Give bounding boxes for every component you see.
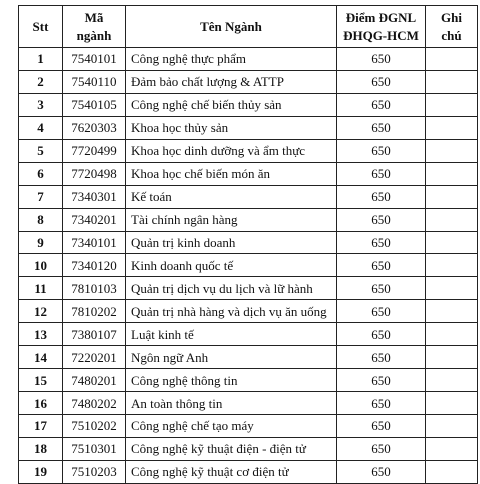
cell-stt: 12 — [19, 300, 63, 323]
cell-code: 7540110 — [63, 70, 126, 93]
cell-note — [426, 231, 478, 254]
cell-score: 650 — [337, 254, 426, 277]
cell-score: 650 — [337, 392, 426, 415]
cell-note — [426, 437, 478, 460]
cell-stt: 9 — [19, 231, 63, 254]
table-row — [19, 460, 478, 483]
table-row — [19, 185, 478, 208]
cell-code: 7480202 — [63, 392, 126, 415]
cell-code: 7480201 — [63, 369, 126, 392]
cell-name: Công nghệ kỹ thuật cơ điện tử — [126, 460, 337, 483]
cell-code: 7720499 — [63, 139, 126, 162]
cell-name: Khoa học dinh dưỡng và ẩm thực — [126, 139, 337, 162]
cell-code: 7540101 — [63, 48, 126, 71]
cell-note — [426, 162, 478, 185]
cell-code: 7340120 — [63, 254, 126, 277]
cell-score: 650 — [337, 415, 426, 438]
table-body — [19, 48, 478, 484]
cell-name: Quản trị kinh doanh — [126, 231, 337, 254]
cell-stt: 6 — [19, 162, 63, 185]
cell-stt: 16 — [19, 392, 63, 415]
cell-name: Kế toán — [126, 185, 337, 208]
cell-stt: 7 — [19, 185, 63, 208]
cell-note — [426, 300, 478, 323]
table-row — [19, 254, 478, 277]
table-row — [19, 392, 478, 415]
cell-score: 650 — [337, 139, 426, 162]
cell-score: 650 — [337, 208, 426, 231]
table-row — [19, 300, 478, 323]
cell-note — [426, 185, 478, 208]
cell-score: 650 — [337, 346, 426, 369]
cell-code: 7380107 — [63, 323, 126, 346]
cell-note — [426, 460, 478, 483]
cell-stt: 2 — [19, 70, 63, 93]
table-row — [19, 93, 478, 116]
cell-code: 7510301 — [63, 437, 126, 460]
table-row — [19, 139, 478, 162]
cell-name: Quản trị nhà hàng và dịch vụ ăn uống — [126, 300, 337, 323]
table-row — [19, 70, 478, 93]
cell-score: 650 — [337, 369, 426, 392]
cell-stt: 14 — [19, 346, 63, 369]
cell-stt: 3 — [19, 93, 63, 116]
cell-stt: 15 — [19, 369, 63, 392]
header-stt: Stt — [19, 6, 63, 48]
table-row — [19, 437, 478, 460]
cell-note — [426, 392, 478, 415]
table-header — [19, 6, 478, 48]
cell-score: 650 — [337, 300, 426, 323]
cell-score: 650 — [337, 185, 426, 208]
cell-name: Luật kinh tế — [126, 323, 337, 346]
table-row — [19, 116, 478, 139]
cell-note — [426, 254, 478, 277]
table-row — [19, 231, 478, 254]
cell-stt: 8 — [19, 208, 63, 231]
cell-name: Công nghệ thông tin — [126, 369, 337, 392]
cell-score: 650 — [337, 162, 426, 185]
header-row — [19, 6, 478, 48]
cell-code: 7810202 — [63, 300, 126, 323]
cell-note — [426, 369, 478, 392]
cell-note — [426, 415, 478, 438]
cell-score: 650 — [337, 437, 426, 460]
cell-code: 7510202 — [63, 415, 126, 438]
cell-score: 650 — [337, 231, 426, 254]
cell-score: 650 — [337, 460, 426, 483]
cell-score: 650 — [337, 48, 426, 71]
cell-note — [426, 48, 478, 71]
cell-name: Kinh doanh quốc tế — [126, 254, 337, 277]
cell-note — [426, 70, 478, 93]
table-row — [19, 277, 478, 300]
cell-code: 7340201 — [63, 208, 126, 231]
header-score: Điểm ĐGNL ĐHQG-HCM — [337, 6, 426, 48]
table-row — [19, 48, 478, 71]
table-row — [19, 369, 478, 392]
cell-stt: 11 — [19, 277, 63, 300]
header-name: Tên Ngành — [126, 6, 337, 48]
cell-note — [426, 346, 478, 369]
cell-stt: 17 — [19, 415, 63, 438]
cell-name: Công nghệ kỹ thuật điện - điện tử — [126, 437, 337, 460]
cell-name: Khoa học thủy sản — [126, 116, 337, 139]
cell-code: 7810103 — [63, 277, 126, 300]
cell-score: 650 — [337, 70, 426, 93]
cell-note — [426, 208, 478, 231]
cell-note — [426, 93, 478, 116]
cell-name: Công nghệ thực phẩm — [126, 48, 337, 71]
cell-name: An toàn thông tin — [126, 392, 337, 415]
document-sheet — [18, 5, 478, 484]
header-note: Ghi chú — [426, 6, 478, 48]
cell-name: Công nghệ chế tạo máy — [126, 415, 337, 438]
table-row — [19, 323, 478, 346]
table-row — [19, 346, 478, 369]
cell-note — [426, 139, 478, 162]
cell-note — [426, 116, 478, 139]
cell-code: 7620303 — [63, 116, 126, 139]
cell-score: 650 — [337, 277, 426, 300]
cell-score: 650 — [337, 116, 426, 139]
header-code: Mã ngành — [63, 6, 126, 48]
cell-note — [426, 277, 478, 300]
cell-code: 7340101 — [63, 231, 126, 254]
table-row — [19, 415, 478, 438]
cell-stt: 19 — [19, 460, 63, 483]
cell-stt: 1 — [19, 48, 63, 71]
cell-name: Ngôn ngữ Anh — [126, 346, 337, 369]
table-row — [19, 162, 478, 185]
cell-stt: 5 — [19, 139, 63, 162]
cell-score: 650 — [337, 93, 426, 116]
cell-note — [426, 323, 478, 346]
cell-stt: 18 — [19, 437, 63, 460]
cell-name: Công nghệ chế biến thủy sản — [126, 93, 337, 116]
table-row — [19, 208, 478, 231]
cell-stt: 4 — [19, 116, 63, 139]
cell-code: 7540105 — [63, 93, 126, 116]
cell-code: 7510203 — [63, 460, 126, 483]
cell-stt: 10 — [19, 254, 63, 277]
cell-name: Đảm bảo chất lượng & ATTP — [126, 70, 337, 93]
cell-score: 650 — [337, 323, 426, 346]
cell-name: Khoa học chế biến món ăn — [126, 162, 337, 185]
cell-stt: 13 — [19, 323, 63, 346]
cell-code: 7720498 — [63, 162, 126, 185]
cell-code: 7220201 — [63, 346, 126, 369]
cell-code: 7340301 — [63, 185, 126, 208]
cell-name: Quản trị dịch vụ du lịch và lữ hành — [126, 277, 337, 300]
admission-score-table — [18, 5, 478, 484]
cell-name: Tài chính ngân hàng — [126, 208, 337, 231]
